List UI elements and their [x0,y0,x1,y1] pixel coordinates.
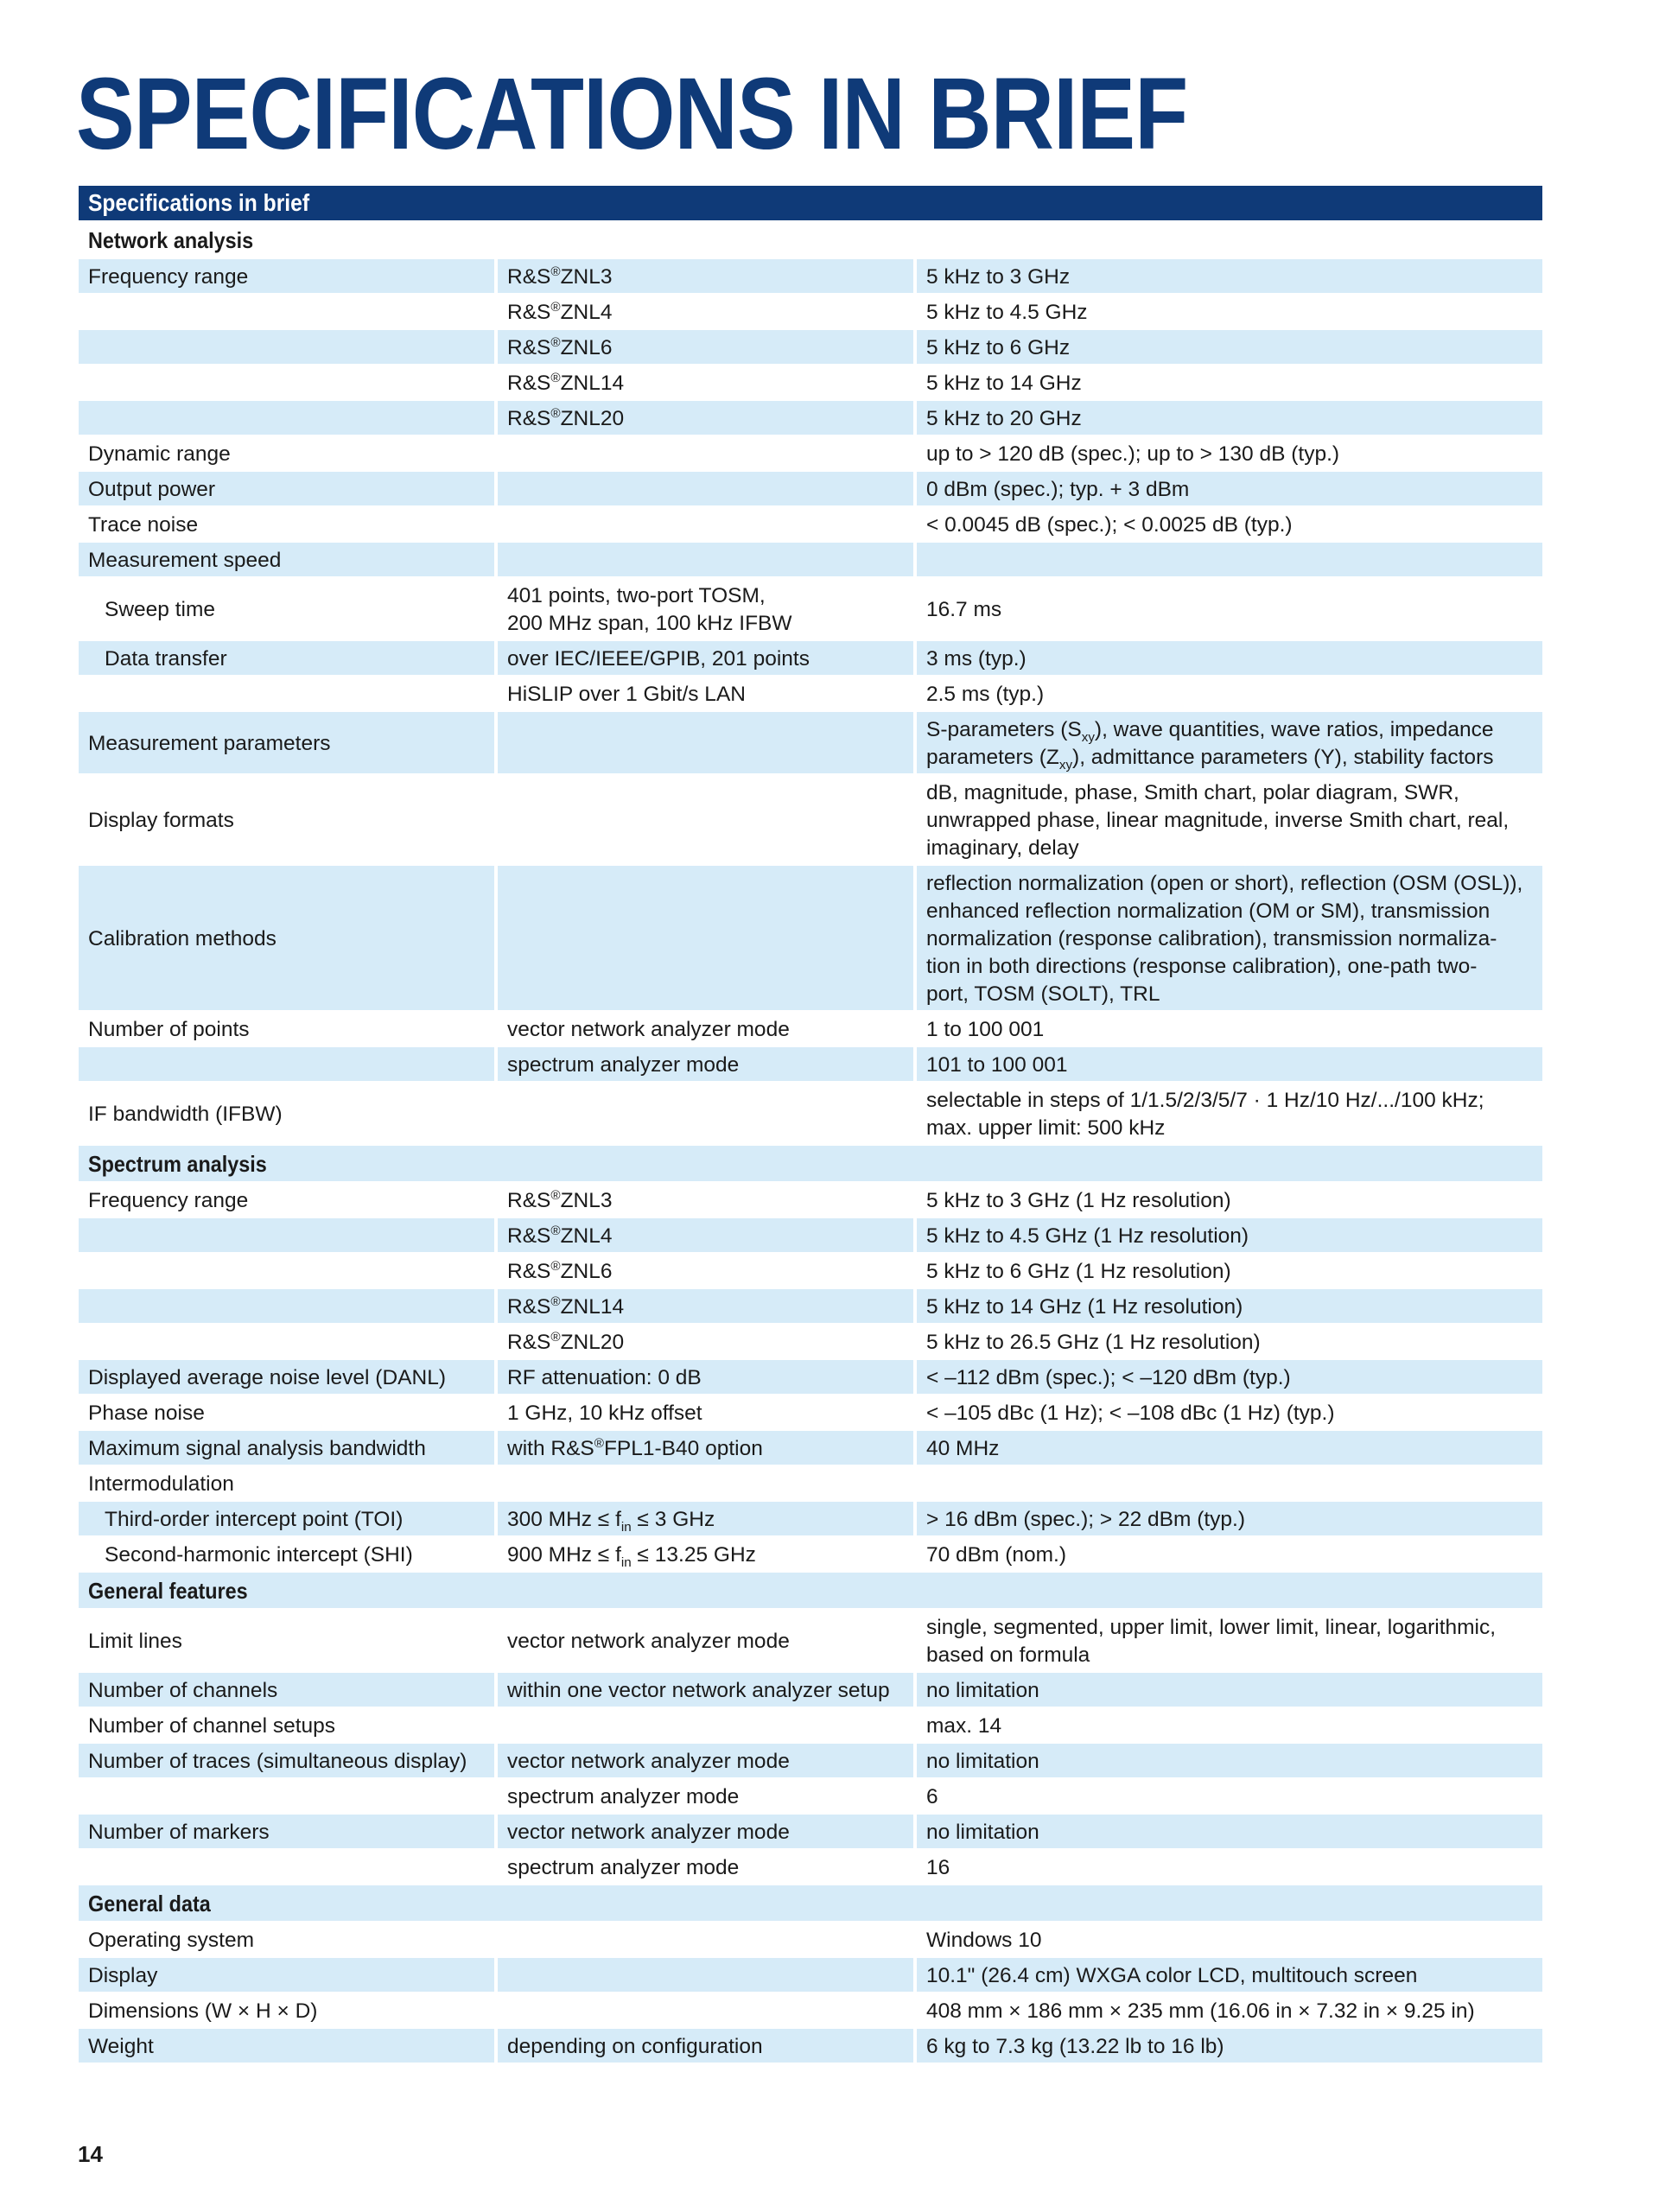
table-row [79,2029,1542,2063]
table-row [79,1815,1542,1848]
text-line: imaginary, delay [926,836,1079,860]
value-cell: 5 kHz to 3 GHz (1 Hz resolution) [913,1183,1542,1217]
condition-cell: over IEC/IEEE/GPIB, 201 points [494,641,913,675]
value-cell: 40 MHz [913,1431,1542,1465]
condition-cell [494,1083,913,1144]
text-line: 401 points, two-port TOSM, [507,584,766,607]
value-cell [913,1083,1542,1144]
table-row [79,507,1542,541]
value-cell: up to > 120 dB (spec.); up to > 130 dB (typ.) [913,436,1542,470]
value-cell: 1 to 100 001 [913,1012,1542,1046]
value-cell: 0 dBm (spec.); typ. + 3 dBm [913,472,1542,505]
value-cell: < 0.0045 dB (spec.); < 0.0025 dB (typ.) [913,507,1542,541]
table-row [79,1431,1542,1465]
text-segment: 300 MHz ≤ f [507,1508,621,1531]
table-row [79,295,1542,328]
parameter-cell [79,1289,494,1323]
text-line: 200 MHz span, 100 kHz IFBW [507,612,792,635]
parameter-cell: Output power [79,472,494,505]
value-cell: 5 kHz to 3 GHz [913,259,1542,293]
table-row [79,1993,1542,2027]
value-cell: 5 kHz to 20 GHz [913,401,1542,435]
section-label: Spectrum analysis [88,1151,267,1177]
parameter-cell: Operating system [88,1929,254,1952]
table-row [79,1673,1542,1707]
table-row [79,1047,1542,1081]
section-header [79,1885,1542,1921]
condition-cell: vector network analyzer mode [494,1012,913,1046]
condition-cell: R&S®ZNL4 [494,295,913,328]
value-cell [913,543,1542,576]
text-segment: parameters (Z [926,746,1059,769]
text-segment: ), admittance parameters (Y), stability factors [1072,746,1494,769]
parameter-cell: Sweep time [105,598,216,621]
section-header [79,1573,1542,1608]
value-cell: 5 kHz to 14 GHz [913,365,1542,399]
value-cell: 5 kHz to 6 GHz [913,330,1542,364]
condition-cell: vector network analyzer mode [494,1610,913,1671]
condition-cell: spectrum analyzer mode [494,1047,913,1081]
table-row [79,1289,1542,1323]
parameter-cell: Display [79,1958,494,1992]
subscript: in [620,1554,632,1570]
condition-cell [494,472,913,505]
condition-cell [494,436,913,470]
table-row [79,436,1542,470]
condition-cell: R&S®ZNL4 [494,1218,913,1252]
parameter-cell [79,1850,494,1884]
value-cell: 6 kg to 7.3 kg (13.22 lb to 16 lb) [913,2029,1542,2063]
parameter-cell: Dynamic range [88,442,231,466]
table-row [79,1325,1542,1358]
condition-cell [494,1502,913,1535]
table-row [79,1779,1542,1813]
registered-mark: ® [594,1435,604,1451]
table-row [79,1537,1542,1571]
table-row [79,641,1542,675]
parameter-cell: Measurement parameters [79,712,494,773]
table-row [79,259,1542,293]
value-cell: < –112 dBm (spec.); < –120 dBm (typ.) [913,1360,1542,1394]
text-line: selectable in steps of 1/1.5/2/3/5/7 · 1 Hz/10 Hz/.../100 kHz; [926,1089,1484,1112]
text-line: single, segmented, upper limit, lower limit, linear, logarithmic, [926,1616,1497,1639]
registered-mark: ® [550,1258,561,1274]
value-cell: no limitation [913,1744,1542,1777]
parameter-cell: Data transfer [79,641,494,675]
page-number: 14 [78,2141,103,2167]
condition-cell: 1 GHz, 10 kHz offset [494,1395,913,1429]
parameter-cell: Weight [79,2029,494,2063]
parameter-cell: Third-order intercept point (TOI) [79,1502,494,1535]
table-row [79,1012,1542,1046]
value-cell: 5 kHz to 4.5 GHz [913,295,1542,328]
value-cell: 5 kHz to 4.5 GHz (1 Hz resolution) [913,1218,1542,1252]
registered-mark: ® [550,334,561,350]
table-row [79,1850,1542,1884]
parameter-cell: Number of points [88,1018,250,1041]
text-segment: S-parameters (S [926,718,1082,741]
condition-cell [494,866,913,1010]
value-cell: no limitation [913,1673,1542,1707]
condition-cell: vector network analyzer mode [494,1744,913,1777]
value-cell [913,1466,1542,1500]
section-header-row [79,222,1542,257]
table-row [79,712,1542,773]
value-cell: 70 dBm (nom.) [913,1537,1542,1571]
text-line: enhanced reflection normalization (OM or SM), transmission [926,899,1491,923]
condition-cell: R&S®ZNL14 [494,1289,913,1323]
table-row [79,401,1542,435]
value-cell: no limitation [913,1815,1542,1848]
value-cell [913,1610,1542,1671]
section-header-row [79,1146,1542,1181]
table-row [79,1610,1542,1671]
parameter-cell: Number of channels [79,1673,494,1707]
table-row [79,365,1542,399]
parameter-cell: Intermodulation [88,1472,234,1496]
registered-mark: ® [550,299,561,315]
condition-cell [494,1958,913,1992]
value-cell: 408 mm × 186 mm × 235 mm (16.06 in × 7.32 in × 9.25 in) [913,1993,1542,2027]
section-header [79,222,1542,257]
registered-mark: ® [550,1187,561,1203]
value-cell: 5 kHz to 6 GHz (1 Hz resolution) [913,1254,1542,1287]
parameter-cell [79,1047,494,1081]
subscript: xy [1081,729,1095,745]
table-row [79,677,1542,710]
condition-cell [494,775,913,864]
table-header [79,186,1542,220]
table-row [79,578,1542,639]
condition-cell: R&S®ZNL3 [494,259,913,293]
table-row [79,1466,1542,1500]
value-cell: 6 [913,1779,1542,1813]
section-header-row [79,1573,1542,1608]
parameter-cell [79,1325,494,1358]
value-cell: 10.1" (26.4 cm) WXGA color LCD, multitouch screen [913,1958,1542,1992]
condition-cell: R&S®ZNL14 [494,365,913,399]
condition-cell: HiSLIP over 1 Gbit/s LAN [494,677,913,710]
table-row [79,775,1542,864]
parameter-cell: Frequency range [88,1189,249,1212]
value-cell: 3 ms (typ.) [913,641,1542,675]
table-header-label: Specifications in brief [88,189,310,216]
parameter-cell [79,295,494,328]
condition-cell: within one vector network analyzer setup [494,1673,913,1707]
value-cell: 5 kHz to 14 GHz (1 Hz resolution) [913,1289,1542,1323]
value-cell [913,775,1542,864]
condition-cell [494,1466,913,1500]
condition-cell [494,578,913,639]
subscript: xy [1058,757,1073,772]
registered-mark: ® [550,1294,561,1309]
parameter-cell: Calibration methods [79,866,494,1010]
section-label: General features [88,1578,248,1604]
text-line: unwrapped phase, linear magnitude, inverse Smith chart, real, [926,809,1510,832]
parameter-cell: Limit lines [88,1630,182,1653]
table-row [79,1744,1542,1777]
text-line: tion in both directions (response calibration), one-path two- [926,955,1478,978]
text-segment: 900 MHz ≤ f [507,1543,621,1567]
value-cell: 101 to 100 001 [913,1047,1542,1081]
specifications-table [79,184,1542,2064]
condition-cell: R&S®ZNL20 [494,1325,913,1358]
section-label: General data [88,1891,211,1916]
table-row [79,866,1542,1010]
registered-mark: ® [550,1223,561,1238]
value-cell: < –105 dBc (1 Hz); < –108 dBc (1 Hz) (typ.) [913,1395,1542,1429]
value-cell: 5 kHz to 26.5 GHz (1 Hz resolution) [913,1325,1542,1358]
parameter-cell: Trace noise [88,513,199,537]
value-cell: 16.7 ms [913,578,1542,639]
parameter-cell [79,1254,494,1287]
parameter-cell [79,365,494,399]
condition-cell: R&S®ZNL6 [494,330,913,364]
registered-mark: ® [550,370,561,385]
table-row [79,1083,1542,1144]
parameter-cell [79,1218,494,1252]
condition-cell [494,1993,913,2027]
condition-cell: RF attenuation: 0 dB [494,1360,913,1394]
parameter-cell: Dimensions (W × H × D) [88,1999,318,2023]
text-segment: ≤ 3 GHz [631,1508,715,1531]
condition-cell: R&S®ZNL6 [494,1254,913,1287]
table-row [79,1254,1542,1287]
table-row [79,330,1542,364]
value-cell [913,712,1542,773]
parameter-cell: IF bandwidth (IFBW) [88,1103,283,1126]
text-line: max. upper limit: 500 kHz [926,1116,1166,1140]
table-row [79,1923,1542,1956]
table-row [79,1218,1542,1252]
condition-cell: R&S®ZNL20 [494,401,913,435]
parameter-cell: Displayed average noise level (DANL) [79,1360,494,1394]
parameter-cell: Number of markers [79,1815,494,1848]
text-line: port, TOSM (SOLT), TRL [926,982,1160,1006]
text-line: based on formula [926,1643,1090,1667]
page-title: SPECIFICATIONS IN BRIEF [76,57,1188,171]
value-cell [913,866,1542,1010]
table-row [79,1958,1542,1992]
table-row [79,1708,1542,1742]
table-row [79,1183,1542,1217]
condition-cell [494,543,913,576]
parameter-cell: Measurement speed [79,543,494,576]
parameter-cell [79,1779,494,1813]
parameter-cell: Number of traces (simultaneous display) [79,1744,494,1777]
condition-cell: R&S®ZNL3 [494,1183,913,1217]
registered-mark: ® [550,264,561,279]
subscript: in [620,1519,632,1535]
value-cell: 2.5 ms (typ.) [913,677,1542,710]
registered-mark: ® [550,1329,561,1344]
text-line: reflection normalization (open or short), reflection (OSM (OSL)), [926,872,1523,895]
parameter-cell: Display formats [88,809,234,832]
condition-cell: spectrum analyzer mode [494,1850,913,1884]
section-header [79,1146,1542,1181]
table-row [79,1360,1542,1394]
parameter-cell: Frequency range [79,259,494,293]
condition-cell [494,712,913,773]
table-row [79,1395,1542,1429]
condition-cell: depending on configuration [494,2029,913,2063]
section-header-row [79,1885,1542,1921]
parameter-cell [79,330,494,364]
value-cell: max. 14 [913,1708,1542,1742]
table-row [79,1502,1542,1535]
parameter-cell [79,401,494,435]
value-cell: Windows 10 [913,1923,1542,1956]
section-label: Network analysis [88,227,254,253]
condition-cell [494,507,913,541]
table-row [79,472,1542,505]
parameter-cell: Phase noise [88,1402,205,1425]
table-header-row [79,186,1542,220]
parameter-cell: Second-harmonic intercept (SHI) [105,1543,413,1567]
text-segment: ≤ 13.25 GHz [631,1543,756,1567]
condition-cell: spectrum analyzer mode [494,1779,913,1813]
registered-mark: ® [550,405,561,421]
text-line: normalization (response calibration), transmission normaliza- [926,927,1497,950]
condition-cell [494,1923,913,1956]
parameter-cell: Number of channel setups [88,1714,335,1738]
condition-cell: vector network analyzer mode [494,1815,913,1848]
table-row [79,543,1542,576]
value-cell: 16 [913,1850,1542,1884]
condition-cell [494,1708,913,1742]
condition-cell: with R&S®FPL1-B40 option [494,1431,913,1465]
value-cell: > 16 dBm (spec.); > 22 dBm (typ.) [913,1502,1542,1535]
parameter-cell [79,677,494,710]
parameter-cell: Maximum signal analysis bandwidth [79,1431,494,1465]
text-segment: ), wave quantities, wave ratios, impedance [1094,718,1494,741]
text-line: dB, magnitude, phase, Smith chart, polar diagram, SWR, [926,781,1459,804]
condition-cell [494,1537,913,1571]
